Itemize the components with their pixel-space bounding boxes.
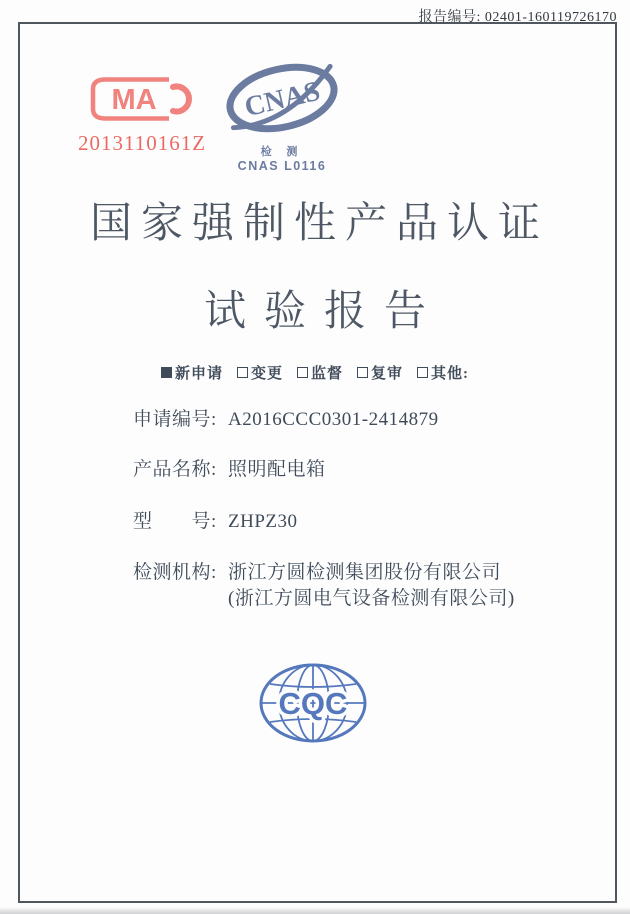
cma-mark-icon [89,76,193,122]
checkbox-label-review: 复审 [371,366,404,382]
checkbox-0 [161,367,172,378]
field-product-name [133,457,563,483]
form-fields [133,407,563,636]
cqc-letters: CQC [278,686,348,721]
scan-shadow [0,907,630,914]
checkbox-2 [297,367,308,378]
cnas-mark-icon [224,60,340,136]
cqc-globe-icon [258,662,368,744]
checkbox-1 [237,367,248,378]
report-number-value: 02401-160119726170 [484,10,617,25]
field-model [133,509,563,535]
checkbox-4 [417,367,428,378]
cma-logo-block [78,76,207,156]
field-label: 检测机构: [133,562,217,583]
cnas-lab-number: CNAS L0116 [237,159,327,173]
field-label: 型 号: [133,511,217,532]
field-label: 产品名称: [133,459,217,480]
field-value: 照明配电箱 [228,459,326,480]
cma-letters: MA [111,84,157,116]
field-test-organization [133,560,563,612]
checkbox-label-new: 新申请 [174,366,223,382]
application-type-row [0,362,630,383]
checkbox-item-other [417,362,469,383]
cnas-letters: CNAS [241,75,323,124]
checkbox-label-other: 其他: [431,366,470,382]
checkbox-item-new [161,362,223,383]
test-org-line1: 浙江方圆检测集团股份有限公司 [228,562,502,583]
field-value: ZHPZ30 [228,511,298,532]
main-title: 国家强制性产品认证 [89,201,549,247]
cnas-logo-block [224,60,340,173]
test-org-line2: (浙江方圆电气设备检测有限公司) [228,588,515,609]
field-application-no [133,407,563,433]
checkbox-item-review [357,362,403,383]
field-value [228,560,515,612]
checkbox-item-supervision [297,362,343,383]
cnas-subtitle-cn: 检 测 [260,146,304,158]
report-number-label: 报告编号: [418,10,481,25]
checkbox-label-supervision: 监督 [311,366,344,382]
checkbox-item-change [237,362,283,383]
checkbox-3 [357,367,368,378]
cma-cert-number: 2013110161Z [78,131,207,155]
checkbox-label-change: 变更 [250,366,283,382]
cqc-logo-block [258,662,368,749]
sub-title: 试验报告 [203,289,444,335]
field-value: A2016CCC0301-2414879 [228,409,439,430]
field-label: 申请编号: [133,409,217,430]
